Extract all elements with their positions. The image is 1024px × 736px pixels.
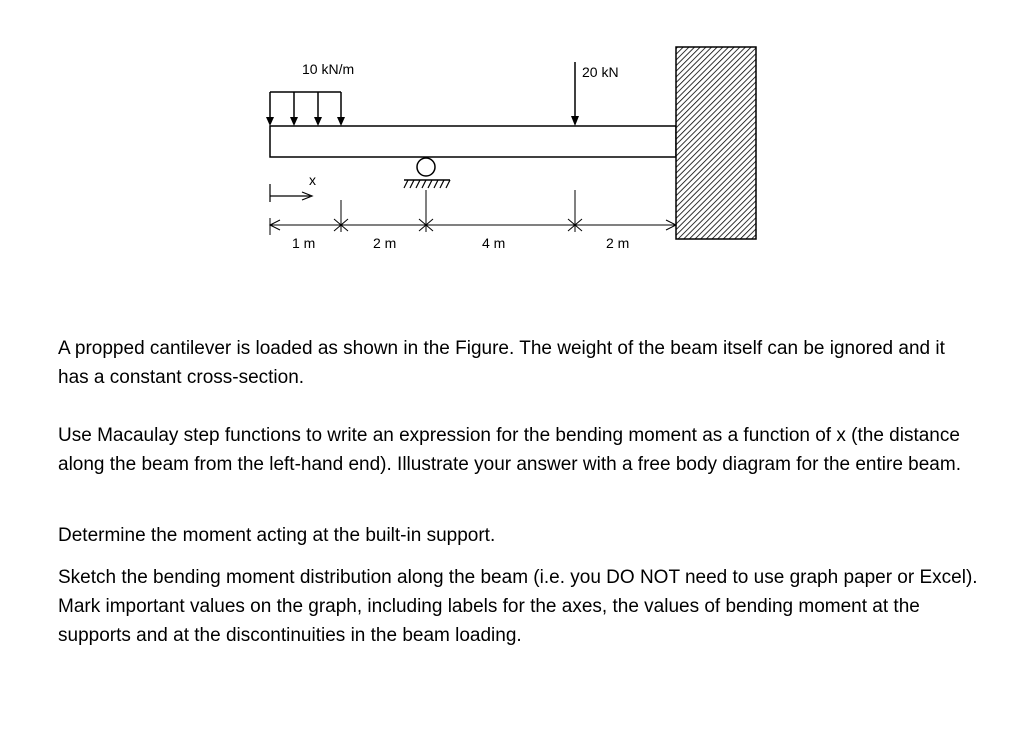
- beam: [270, 126, 676, 157]
- point-load-arrow: [571, 62, 579, 126]
- dimension-label-4: 2 m: [606, 235, 630, 251]
- roller-support: [404, 158, 450, 188]
- distributed-load-label: 10 kN/m: [302, 61, 355, 77]
- propped-cantilever-figure: [0, 0, 1024, 300]
- bending-moment-sketch-task-paragraph: Sketch the bending moment distribution along the beam (i.e. you DO NOT need to use graph paper or Excel). Mark important values on the graph, including labels for the axes, the values of bending moment at the supports and at the discontinuities in the beam loading.: [58, 567, 978, 646]
- point-load-label: 20 kN: [582, 64, 619, 80]
- dimension-label-3: 4 m: [482, 235, 506, 251]
- dimension-lines: [270, 190, 676, 235]
- x-direction-arrow: [270, 184, 312, 202]
- problem-intro-paragraph: A propped cantilever is loaded as shown in the Figure. The weight of the beam itself can be ignored and it has a constant cross-section.: [58, 338, 945, 388]
- dimension-label-1: 1 m: [292, 235, 316, 251]
- x-label: x: [309, 172, 316, 188]
- distributed-load: [266, 92, 345, 126]
- macaulay-task-paragraph: Use Macaulay step functions to write an expression for the bending moment as a function of x (the distance along the beam from the left-hand end). Illustrate your answer with a free body diagram for the entire beam.: [58, 425, 961, 475]
- fixed-wall-support: [676, 47, 756, 239]
- dimension-label-2: 2 m: [373, 235, 397, 251]
- built-in-moment-task-paragraph: Determine the moment acting at the built-in support.: [58, 525, 496, 546]
